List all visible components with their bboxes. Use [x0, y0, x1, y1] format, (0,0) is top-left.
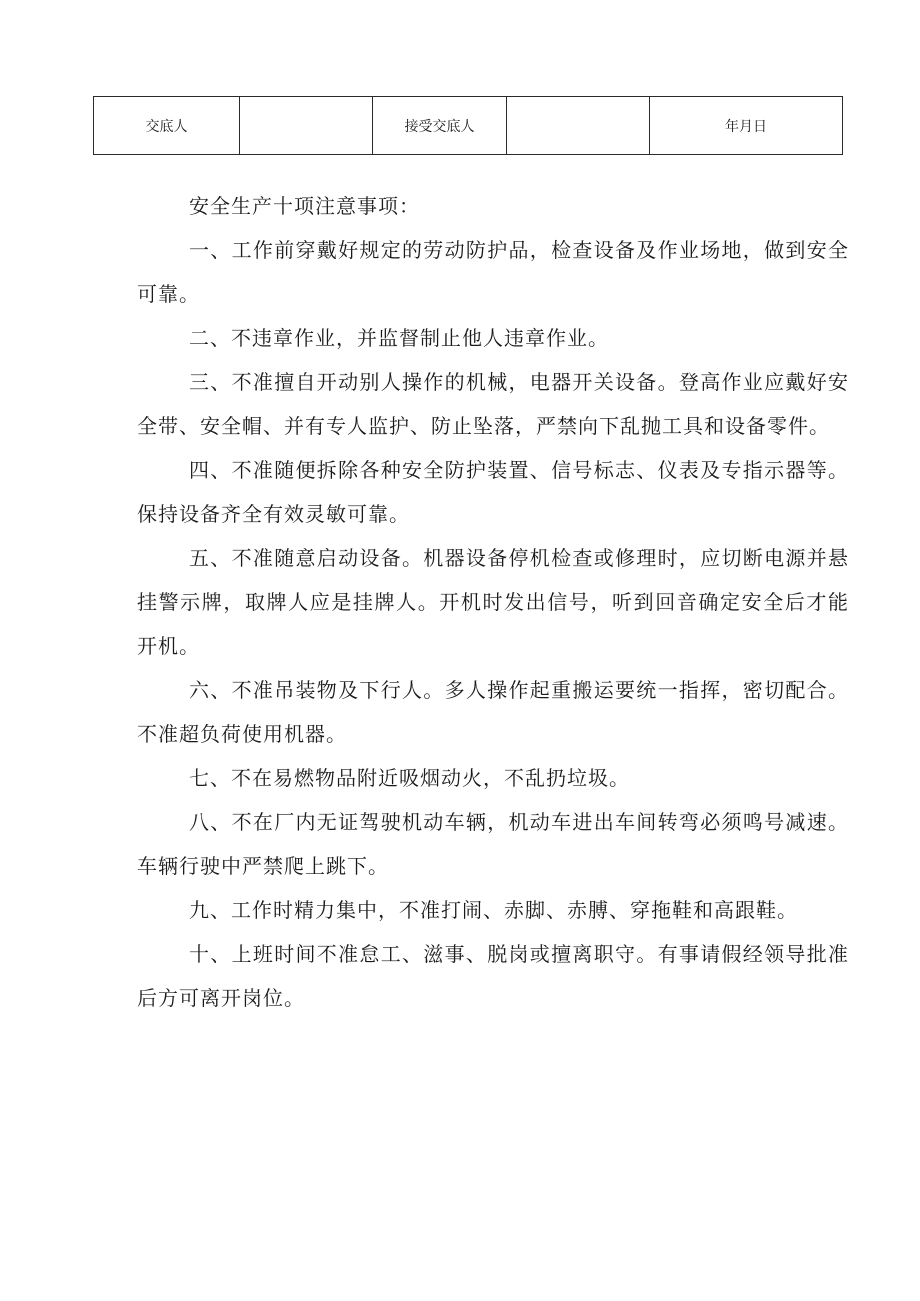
signature-row: [94, 97, 843, 155]
handover-person-field[interactable]: [240, 97, 373, 155]
notice-item-4: 四、不准随便拆除各种安全防护装置、信号标志、仪表及专指示器等。保持设备齐全有效灵敏可靠。: [137, 458, 849, 526]
notice-item-6: 六、不准吊装物及下行人。多人操作起重搬运要统一指挥，密切配合。不准超负荷使用机器。: [137, 678, 849, 746]
safety-notice: [137, 184, 849, 1020]
notice-heading: 安全生产十项注意事项：: [189, 194, 420, 218]
date-field[interactable]: 年月日: [650, 97, 843, 155]
notice-item-1: 一、工作前穿戴好规定的劳动防护品，检查设备及作业场地，做到安全可靠。: [137, 238, 849, 306]
notice-item-7: 七、不在易燃物品附近吸烟动火，不乱扔垃圾。: [189, 766, 630, 790]
notice-item-10: 十、上班时间不准怠工、滋事、脱岗或擅离职守。有事请假经领导批准后方可离开岗位。: [137, 942, 849, 1010]
receiver-field[interactable]: [507, 97, 650, 155]
handover-signature-table: [93, 96, 843, 155]
notice-item-5: 五、不准随意启动设备。机器设备停机检查或修理时，应切断电源并悬挂警示牌，取牌人应是挂牌人。开机时发出信号，听到回音确定安全后才能开机。: [137, 546, 849, 658]
notice-item-2: 二、不违章作业，并监督制止他人违章作业。: [189, 326, 609, 350]
notice-item-8: 八、不在厂内无证驾驶机动车辆，机动车进出车间转弯必须鸣号减速。车辆行驶中严禁爬上跳下。: [137, 810, 849, 878]
handover-person-label: 交底人: [94, 97, 240, 155]
receiver-label: 接受交底人: [373, 97, 507, 155]
notice-item-3: 三、不准擅自开动别人操作的机械，电器开关设备。登高作业应戴好安全带、安全帽、并有专人监护、防止坠落，严禁向下乱抛工具和设备零件。: [137, 370, 849, 438]
notice-item-9: 九、工作时精力集中，不准打闹、赤脚、赤膊、穿拖鞋和高跟鞋。: [189, 898, 798, 922]
